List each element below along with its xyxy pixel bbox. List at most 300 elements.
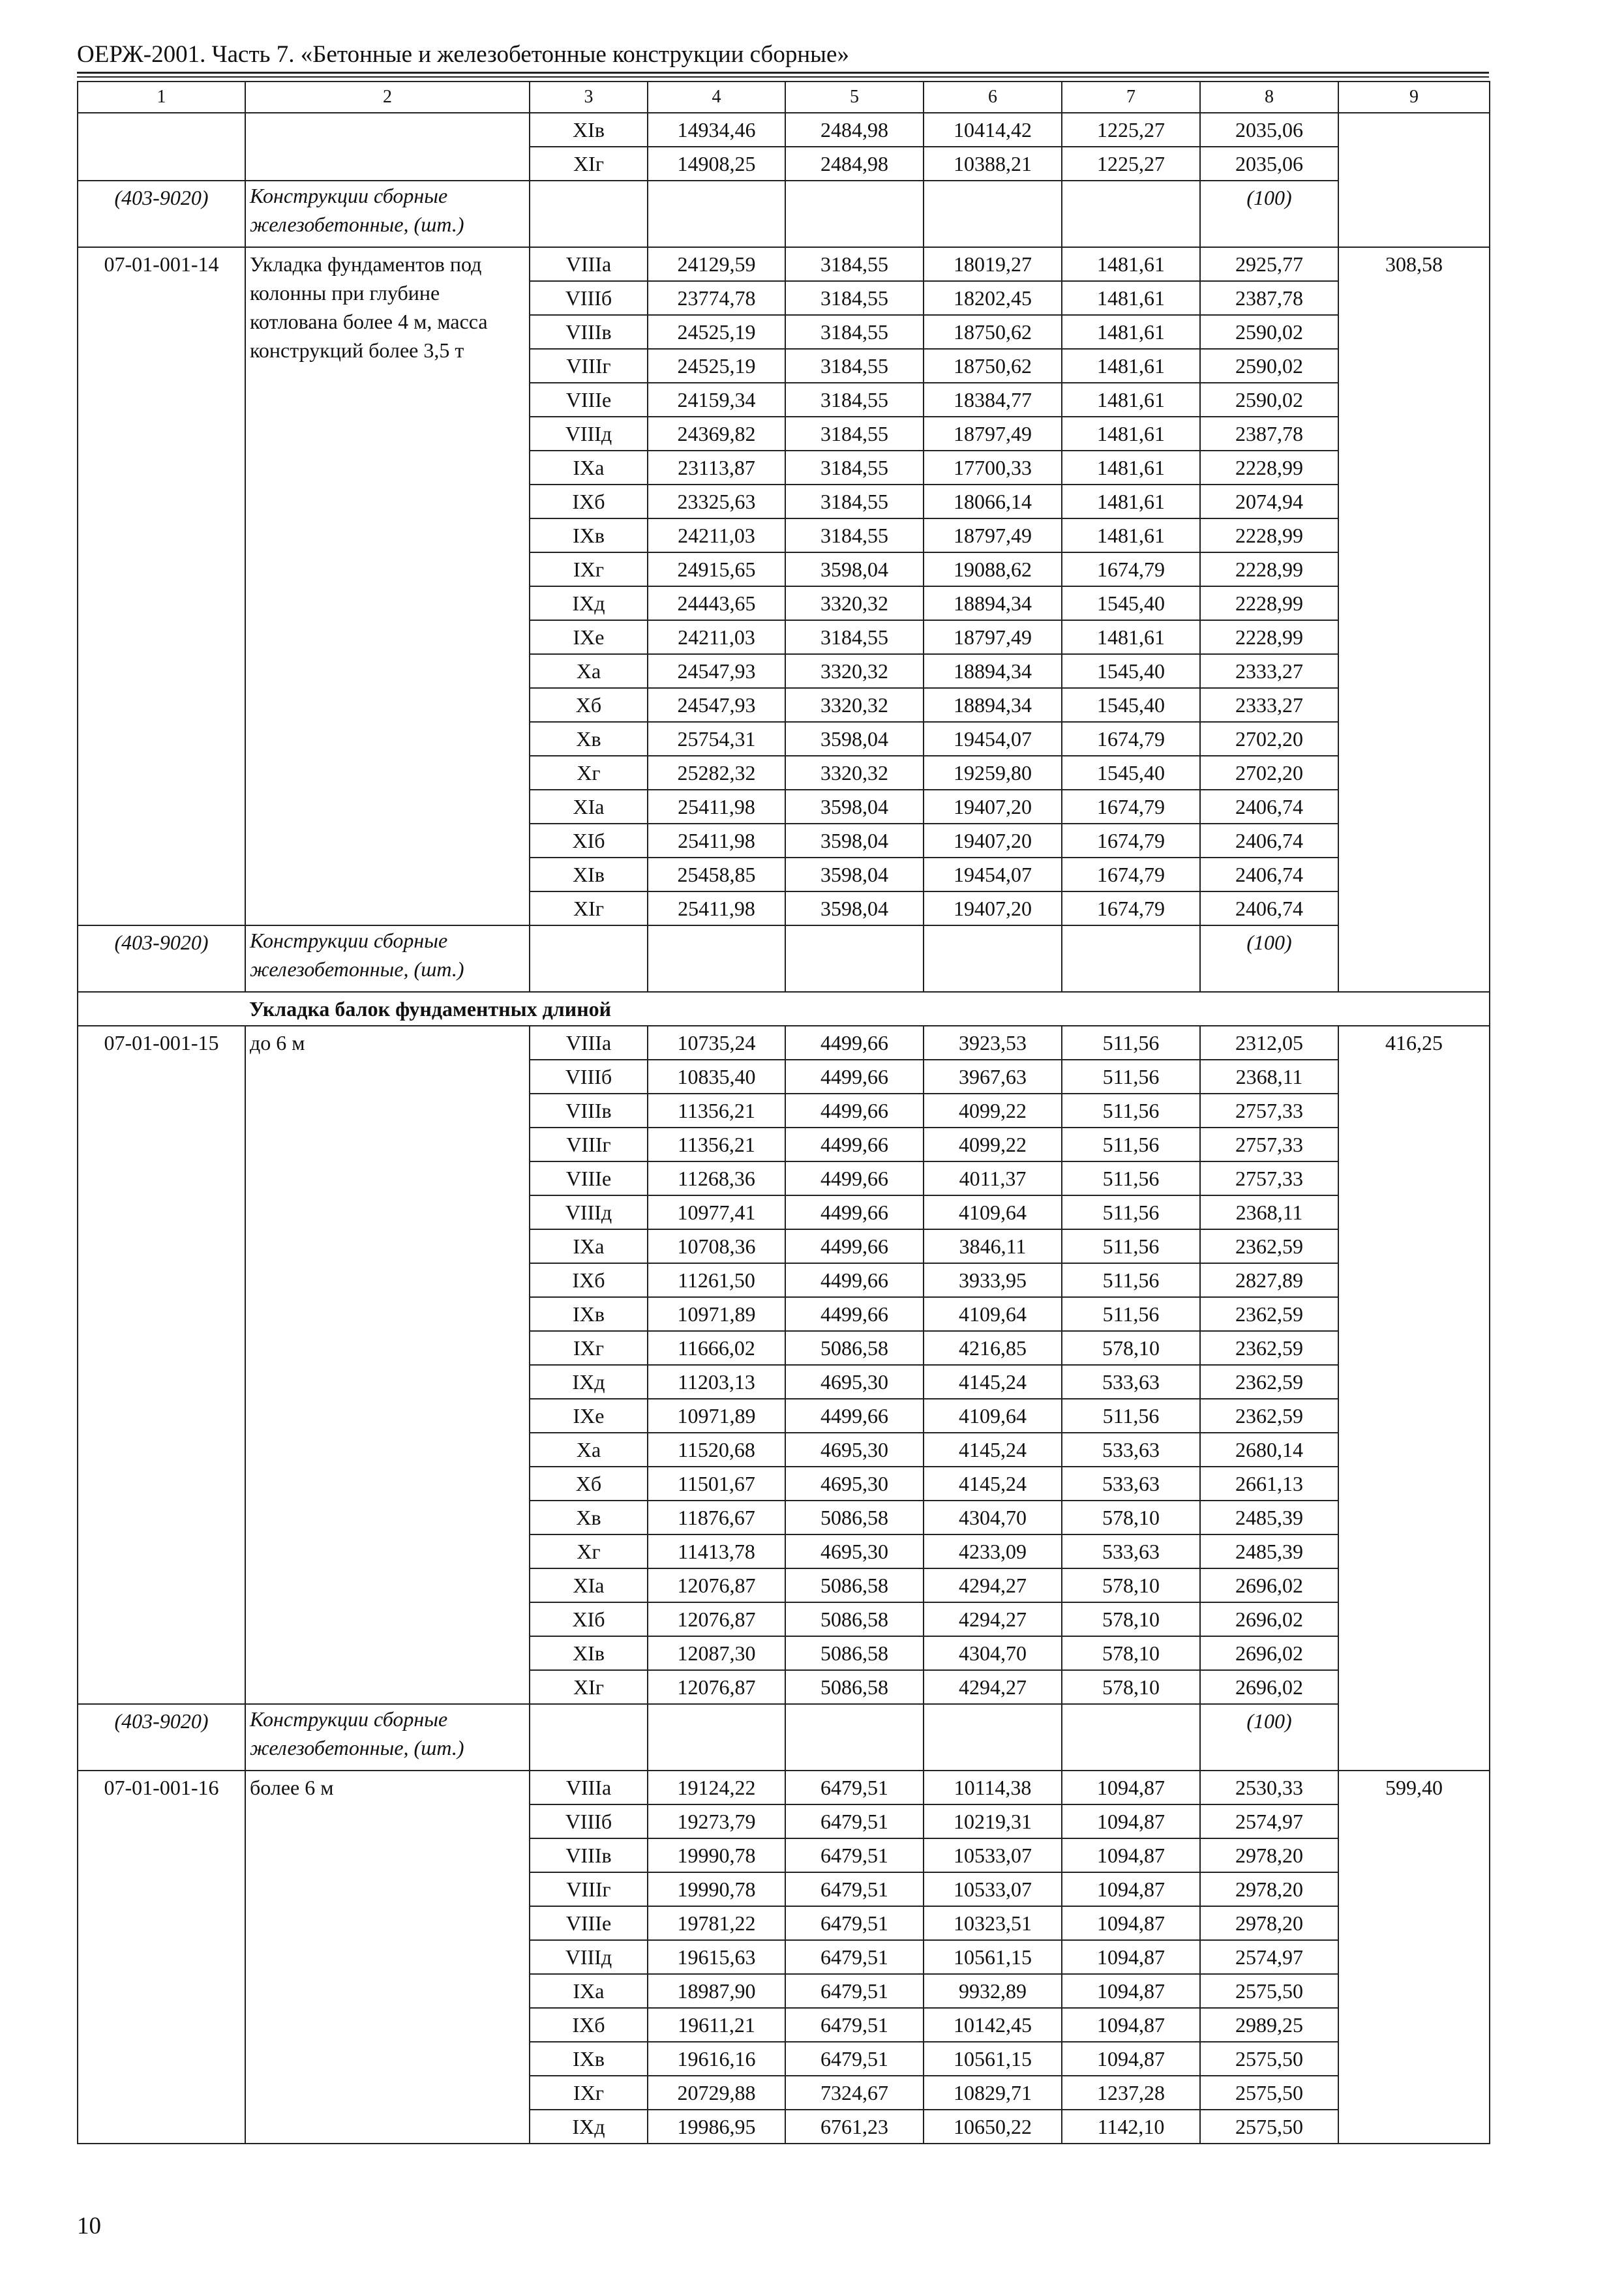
value-cell: 2978,20 (1200, 1906, 1338, 1940)
value-cell: 18797,49 (924, 518, 1062, 552)
column-header: 8 (1200, 82, 1338, 113)
value-cell: 1094,87 (1062, 1804, 1200, 1838)
value-cell: 1142,10 (1062, 2110, 1200, 2144)
value-cell: VIIIд (530, 1195, 648, 1229)
value-cell: 2757,33 (1200, 1128, 1338, 1161)
value-cell: 4294,27 (924, 1670, 1062, 1704)
value-cell: 18987,90 (648, 1974, 785, 2008)
value-cell: 18797,49 (924, 417, 1062, 451)
value-cell: VIIIа (530, 247, 648, 281)
value-cell: 7324,67 (785, 2076, 924, 2110)
value-cell: 11203,13 (648, 1365, 785, 1399)
value-cell: 10114,38 (924, 1771, 1062, 1804)
value-cell: 2228,99 (1200, 518, 1338, 552)
value-cell: 23774,78 (648, 281, 785, 315)
value-cell: VIIIб (530, 281, 648, 315)
value-cell: 2406,74 (1200, 858, 1338, 891)
col9-cell: 416,25 (1338, 1026, 1490, 1771)
value-cell: 12087,30 (648, 1636, 785, 1670)
section-row (78, 992, 1490, 1026)
value-cell: VIIIе (530, 383, 648, 417)
column-header: 5 (785, 82, 924, 113)
price-table (77, 81, 1490, 2144)
value-cell: 3184,55 (785, 349, 924, 383)
value-cell: XIг (530, 1670, 648, 1704)
value-cell: IXб (530, 1263, 648, 1297)
value-cell: IXб (530, 2008, 648, 2042)
material-unit: (100) (1200, 925, 1338, 992)
col9-cell (1338, 113, 1490, 247)
value-cell: 19407,20 (924, 891, 1062, 925)
empty-cell (648, 1704, 785, 1771)
value-cell: XIб (530, 824, 648, 858)
section-title: Укладка балок фундаментных длиной (245, 992, 1490, 1026)
empty-cell (530, 1704, 648, 1771)
value-cell: 10735,24 (648, 1026, 785, 1060)
value-cell: 18750,62 (924, 349, 1062, 383)
value-cell: IXа (530, 1974, 648, 2008)
value-cell: 6479,51 (785, 1804, 924, 1838)
value-cell: VIIIа (530, 1771, 648, 1804)
value-cell: 4233,09 (924, 1534, 1062, 1568)
value-cell: 19454,07 (924, 722, 1062, 756)
value-cell: 533,63 (1062, 1365, 1200, 1399)
value-cell: 2228,99 (1200, 586, 1338, 620)
value-cell: VIIIб (530, 1804, 648, 1838)
value-cell: IXд (530, 1365, 648, 1399)
value-cell: 511,56 (1062, 1128, 1200, 1161)
value-cell: 1481,61 (1062, 485, 1200, 518)
value-cell: 6479,51 (785, 1872, 924, 1906)
value-cell: 578,10 (1062, 1636, 1200, 1670)
value-cell: 11520,68 (648, 1433, 785, 1467)
value-cell: 5086,58 (785, 1568, 924, 1602)
value-cell: IXб (530, 485, 648, 518)
value-cell: IXд (530, 2110, 648, 2144)
value-cell: 511,56 (1062, 1094, 1200, 1128)
value-cell: 4499,66 (785, 1026, 924, 1060)
value-cell: VIIIг (530, 1128, 648, 1161)
material-unit: (100) (1200, 1704, 1338, 1771)
table-row (78, 113, 1490, 147)
value-cell: 2530,33 (1200, 1771, 1338, 1804)
value-cell: 6479,51 (785, 2008, 924, 2042)
value-cell: 4099,22 (924, 1128, 1062, 1161)
value-cell: 3320,32 (785, 756, 924, 790)
page-number: 10 (77, 2213, 101, 2239)
value-cell: 3184,55 (785, 383, 924, 417)
value-cell: 18066,14 (924, 485, 1062, 518)
value-cell: Xб (530, 688, 648, 722)
value-cell: 19990,78 (648, 1872, 785, 1906)
value-cell: 2362,59 (1200, 1229, 1338, 1263)
value-cell: 3184,55 (785, 451, 924, 485)
value-cell: 25411,98 (648, 824, 785, 858)
value-cell: 2757,33 (1200, 1094, 1338, 1128)
value-cell: 2368,11 (1200, 1060, 1338, 1094)
value-cell: IXв (530, 2042, 648, 2076)
value-cell: 25754,31 (648, 722, 785, 756)
value-cell: Xг (530, 756, 648, 790)
value-cell: 3598,04 (785, 552, 924, 586)
empty-cell (1062, 181, 1200, 247)
value-cell: 11876,67 (648, 1501, 785, 1534)
value-cell: 24369,82 (648, 417, 785, 451)
table-row (78, 1026, 1490, 1060)
value-cell: Xг (530, 1534, 648, 1568)
value-cell: 1545,40 (1062, 756, 1200, 790)
value-cell: 533,63 (1062, 1467, 1200, 1501)
value-cell: 2575,50 (1200, 2042, 1338, 2076)
value-cell: 11356,21 (648, 1094, 785, 1128)
value-cell: 19616,16 (648, 2042, 785, 2076)
value-cell: 6479,51 (785, 1974, 924, 2008)
value-cell: 1545,40 (1062, 688, 1200, 722)
value-cell: 2333,27 (1200, 688, 1338, 722)
value-cell: 11501,67 (648, 1467, 785, 1501)
value-cell: 2228,99 (1200, 620, 1338, 654)
value-cell: 11261,50 (648, 1263, 785, 1297)
value-cell: 6479,51 (785, 1940, 924, 1974)
value-cell: 19990,78 (648, 1838, 785, 1872)
value-cell: 4499,66 (785, 1263, 924, 1297)
value-cell: 2368,11 (1200, 1195, 1338, 1229)
value-cell: 4216,85 (924, 1331, 1062, 1365)
value-cell: 1674,79 (1062, 790, 1200, 824)
value-cell: 2074,94 (1200, 485, 1338, 518)
empty-cell (785, 925, 924, 992)
value-cell: XIа (530, 790, 648, 824)
value-cell: 2696,02 (1200, 1568, 1338, 1602)
value-cell: 10977,41 (648, 1195, 785, 1229)
value-cell: VIIIв (530, 1094, 648, 1128)
value-cell: 10708,36 (648, 1229, 785, 1263)
value-cell: 4695,30 (785, 1467, 924, 1501)
value-cell: 578,10 (1062, 1501, 1200, 1534)
value-cell: 2485,39 (1200, 1534, 1338, 1568)
value-cell: 3598,04 (785, 824, 924, 858)
value-cell: XIа (530, 1568, 648, 1602)
value-cell: 1481,61 (1062, 247, 1200, 281)
value-cell: VIIIд (530, 1940, 648, 1974)
value-cell: VIIIд (530, 417, 648, 451)
value-cell: 10142,45 (924, 2008, 1062, 2042)
empty-cell (530, 181, 648, 247)
value-cell: 511,56 (1062, 1263, 1200, 1297)
value-cell: 2590,02 (1200, 383, 1338, 417)
value-cell: VIIIг (530, 349, 648, 383)
value-cell: 19611,21 (648, 2008, 785, 2042)
value-cell: 14908,25 (648, 147, 785, 181)
empty-cell (924, 181, 1062, 247)
code-cell: 07-01-001-16 (78, 1771, 245, 2144)
material-unit: (100) (1200, 181, 1338, 247)
value-cell: 24443,65 (648, 586, 785, 620)
value-cell: 2827,89 (1200, 1263, 1338, 1297)
value-cell: 2362,59 (1200, 1365, 1338, 1399)
value-cell: 4145,24 (924, 1365, 1062, 1399)
value-cell: 6479,51 (785, 1838, 924, 1872)
value-cell: 3184,55 (785, 485, 924, 518)
value-cell: 3184,55 (785, 620, 924, 654)
value-cell: 10533,07 (924, 1838, 1062, 1872)
value-cell: 5086,58 (785, 1501, 924, 1534)
code-cell: 07-01-001-15 (78, 1026, 245, 1704)
value-cell: 1481,61 (1062, 383, 1200, 417)
value-cell: 19259,80 (924, 756, 1062, 790)
value-cell: 25458,85 (648, 858, 785, 891)
value-cell: Xв (530, 1501, 648, 1534)
value-cell: 18750,62 (924, 315, 1062, 349)
value-cell: XIв (530, 113, 648, 147)
value-cell: VIIIа (530, 1026, 648, 1060)
value-cell: 24211,03 (648, 620, 785, 654)
value-cell: 12076,87 (648, 1602, 785, 1636)
value-cell: 2485,39 (1200, 1501, 1338, 1534)
value-cell: 2362,59 (1200, 1297, 1338, 1331)
value-cell: 1094,87 (1062, 1940, 1200, 1974)
column-header: 2 (245, 82, 530, 113)
value-cell: Xб (530, 1467, 648, 1501)
table-row (78, 247, 1490, 281)
value-cell: 511,56 (1062, 1399, 1200, 1433)
value-cell: 19124,22 (648, 1771, 785, 1804)
value-cell: 6761,23 (785, 2110, 924, 2144)
material-code: (403-9020) (78, 181, 245, 247)
value-cell: 2574,97 (1200, 1804, 1338, 1838)
section-spacer (78, 992, 245, 1026)
empty-cell (530, 925, 648, 992)
value-cell: 1481,61 (1062, 518, 1200, 552)
value-cell: 18019,27 (924, 247, 1062, 281)
value-cell: 511,56 (1062, 1195, 1200, 1229)
value-cell: 533,63 (1062, 1433, 1200, 1467)
value-cell: 5086,58 (785, 1331, 924, 1365)
value-cell: 2406,74 (1200, 824, 1338, 858)
value-cell: 3598,04 (785, 891, 924, 925)
column-header: 6 (924, 82, 1062, 113)
value-cell: 1674,79 (1062, 891, 1200, 925)
value-cell: 2661,13 (1200, 1467, 1338, 1501)
value-cell: 1674,79 (1062, 858, 1200, 891)
column-header: 9 (1338, 82, 1490, 113)
empty-cell (924, 1704, 1062, 1771)
value-cell: 2387,78 (1200, 281, 1338, 315)
value-cell: 6479,51 (785, 1771, 924, 1804)
value-cell: 5086,58 (785, 1670, 924, 1704)
value-cell: 4499,66 (785, 1399, 924, 1433)
column-header: 3 (530, 82, 648, 113)
value-cell: 2575,50 (1200, 2076, 1338, 2110)
value-cell: 4695,30 (785, 1365, 924, 1399)
value-cell: 4145,24 (924, 1433, 1062, 1467)
value-cell: 4011,37 (924, 1161, 1062, 1195)
value-cell: 4695,30 (785, 1433, 924, 1467)
value-cell: 10561,15 (924, 1940, 1062, 1974)
value-cell: IXа (530, 1229, 648, 1263)
value-cell: 4294,27 (924, 1602, 1062, 1636)
value-cell: 4499,66 (785, 1161, 924, 1195)
value-cell: 10971,89 (648, 1297, 785, 1331)
description-cell: более 6 м (245, 1771, 530, 2144)
value-cell: VIIIе (530, 1906, 648, 1940)
value-cell: 2680,14 (1200, 1433, 1338, 1467)
value-cell: 4499,66 (785, 1128, 924, 1161)
code-cell: 07-01-001-14 (78, 247, 245, 925)
value-cell: Xа (530, 1433, 648, 1467)
value-cell: 578,10 (1062, 1568, 1200, 1602)
value-cell: 1094,87 (1062, 1974, 1200, 2008)
value-cell: 18894,34 (924, 654, 1062, 688)
value-cell: 18894,34 (924, 688, 1062, 722)
value-cell: 18202,45 (924, 281, 1062, 315)
value-cell: 3967,63 (924, 1060, 1062, 1094)
value-cell: 5086,58 (785, 1636, 924, 1670)
column-header: 4 (648, 82, 785, 113)
value-cell: 4109,64 (924, 1195, 1062, 1229)
value-cell: XIв (530, 858, 648, 891)
column-header-row (78, 82, 1490, 113)
empty-cell (1062, 1704, 1200, 1771)
value-cell: 511,56 (1062, 1026, 1200, 1060)
material-code: (403-9020) (78, 925, 245, 992)
value-cell: 2696,02 (1200, 1670, 1338, 1704)
value-cell: 9932,89 (924, 1974, 1062, 2008)
value-cell: 2590,02 (1200, 315, 1338, 349)
value-cell: 10388,21 (924, 147, 1062, 181)
value-cell: 3598,04 (785, 790, 924, 824)
value-cell: 18797,49 (924, 620, 1062, 654)
value-cell: XIг (530, 891, 648, 925)
value-cell: Xв (530, 722, 648, 756)
value-cell: 2702,20 (1200, 722, 1338, 756)
value-cell: 11413,78 (648, 1534, 785, 1568)
value-cell: 3320,32 (785, 654, 924, 688)
value-cell: 18894,34 (924, 586, 1062, 620)
value-cell: 10835,40 (648, 1060, 785, 1094)
value-cell: 4499,66 (785, 1195, 924, 1229)
value-cell: 18384,77 (924, 383, 1062, 417)
value-cell: 4294,27 (924, 1568, 1062, 1602)
value-cell: 2590,02 (1200, 349, 1338, 383)
value-cell: 6479,51 (785, 2042, 924, 2076)
value-cell: IXв (530, 1297, 648, 1331)
value-cell: 24547,93 (648, 688, 785, 722)
value-cell: 1094,87 (1062, 1771, 1200, 1804)
material-code: (403-9020) (78, 1704, 245, 1771)
value-cell: 19407,20 (924, 824, 1062, 858)
value-cell: 1225,27 (1062, 147, 1200, 181)
value-cell: 10650,22 (924, 2110, 1062, 2144)
value-cell: XIв (530, 1636, 648, 1670)
value-cell: 3184,55 (785, 247, 924, 281)
value-cell: 19986,95 (648, 2110, 785, 2144)
empty-cell (785, 1704, 924, 1771)
value-cell: 3184,55 (785, 417, 924, 451)
value-cell: 1094,87 (1062, 2008, 1200, 2042)
value-cell: 1481,61 (1062, 349, 1200, 383)
value-cell: 2925,77 (1200, 247, 1338, 281)
value-cell: VIIIе (530, 1161, 648, 1195)
value-cell: 533,63 (1062, 1534, 1200, 1568)
value-cell: IXе (530, 620, 648, 654)
value-cell: 10414,42 (924, 113, 1062, 147)
value-cell: 511,56 (1062, 1229, 1200, 1263)
empty-cell (924, 925, 1062, 992)
value-cell: 3598,04 (785, 722, 924, 756)
value-cell: IXа (530, 451, 648, 485)
value-cell: 2228,99 (1200, 451, 1338, 485)
value-cell: 24159,34 (648, 383, 785, 417)
value-cell: 25411,98 (648, 790, 785, 824)
value-cell: 1481,61 (1062, 417, 1200, 451)
value-cell: 1094,87 (1062, 1906, 1200, 1940)
value-cell: 578,10 (1062, 1670, 1200, 1704)
value-cell: 6479,51 (785, 1906, 924, 1940)
code-cell (78, 113, 245, 181)
value-cell: 2696,02 (1200, 1602, 1338, 1636)
value-cell: 4304,70 (924, 1636, 1062, 1670)
value-cell: 3184,55 (785, 281, 924, 315)
material-row (78, 925, 1490, 992)
value-cell: 4499,66 (785, 1229, 924, 1263)
value-cell: IXг (530, 552, 648, 586)
value-cell: IXг (530, 1331, 648, 1365)
value-cell: 578,10 (1062, 1331, 1200, 1365)
value-cell: 25282,32 (648, 756, 785, 790)
column-header: 7 (1062, 82, 1200, 113)
value-cell: 25411,98 (648, 891, 785, 925)
value-cell: IXд (530, 586, 648, 620)
value-cell: 2035,06 (1200, 113, 1338, 147)
empty-cell (785, 181, 924, 247)
material-name: Конструкции сборные железобетонные, (шт.) (245, 925, 530, 992)
value-cell: 23325,63 (648, 485, 785, 518)
value-cell: 11356,21 (648, 1128, 785, 1161)
value-cell: 24525,19 (648, 315, 785, 349)
value-cell: 2333,27 (1200, 654, 1338, 688)
value-cell: 1225,27 (1062, 113, 1200, 147)
value-cell: 4145,24 (924, 1467, 1062, 1501)
value-cell: 1094,87 (1062, 2042, 1200, 2076)
value-cell: 4109,64 (924, 1399, 1062, 1433)
material-name: Конструкции сборные железобетонные, (шт.) (245, 181, 530, 247)
value-cell: 3933,95 (924, 1263, 1062, 1297)
material-row (78, 1704, 1490, 1771)
value-cell: 2696,02 (1200, 1636, 1338, 1670)
value-cell: 3184,55 (785, 315, 924, 349)
value-cell: 1545,40 (1062, 654, 1200, 688)
value-cell: 10829,71 (924, 2076, 1062, 2110)
value-cell: XIб (530, 1602, 648, 1636)
value-cell: 578,10 (1062, 1602, 1200, 1636)
value-cell: 2362,59 (1200, 1399, 1338, 1433)
value-cell: IXе (530, 1399, 648, 1433)
value-cell: 1481,61 (1062, 315, 1200, 349)
value-cell: VIIIг (530, 1872, 648, 1906)
value-cell: 2035,06 (1200, 147, 1338, 181)
value-cell: 1674,79 (1062, 824, 1200, 858)
value-cell: 11268,36 (648, 1161, 785, 1195)
value-cell: 10533,07 (924, 1872, 1062, 1906)
value-cell: 1674,79 (1062, 552, 1200, 586)
value-cell: 1237,28 (1062, 2076, 1200, 2110)
value-cell: 1094,87 (1062, 1838, 1200, 1872)
value-cell: 4499,66 (785, 1297, 924, 1331)
table-row (78, 1771, 1490, 1804)
description-cell (245, 113, 530, 181)
value-cell: 2312,05 (1200, 1026, 1338, 1060)
